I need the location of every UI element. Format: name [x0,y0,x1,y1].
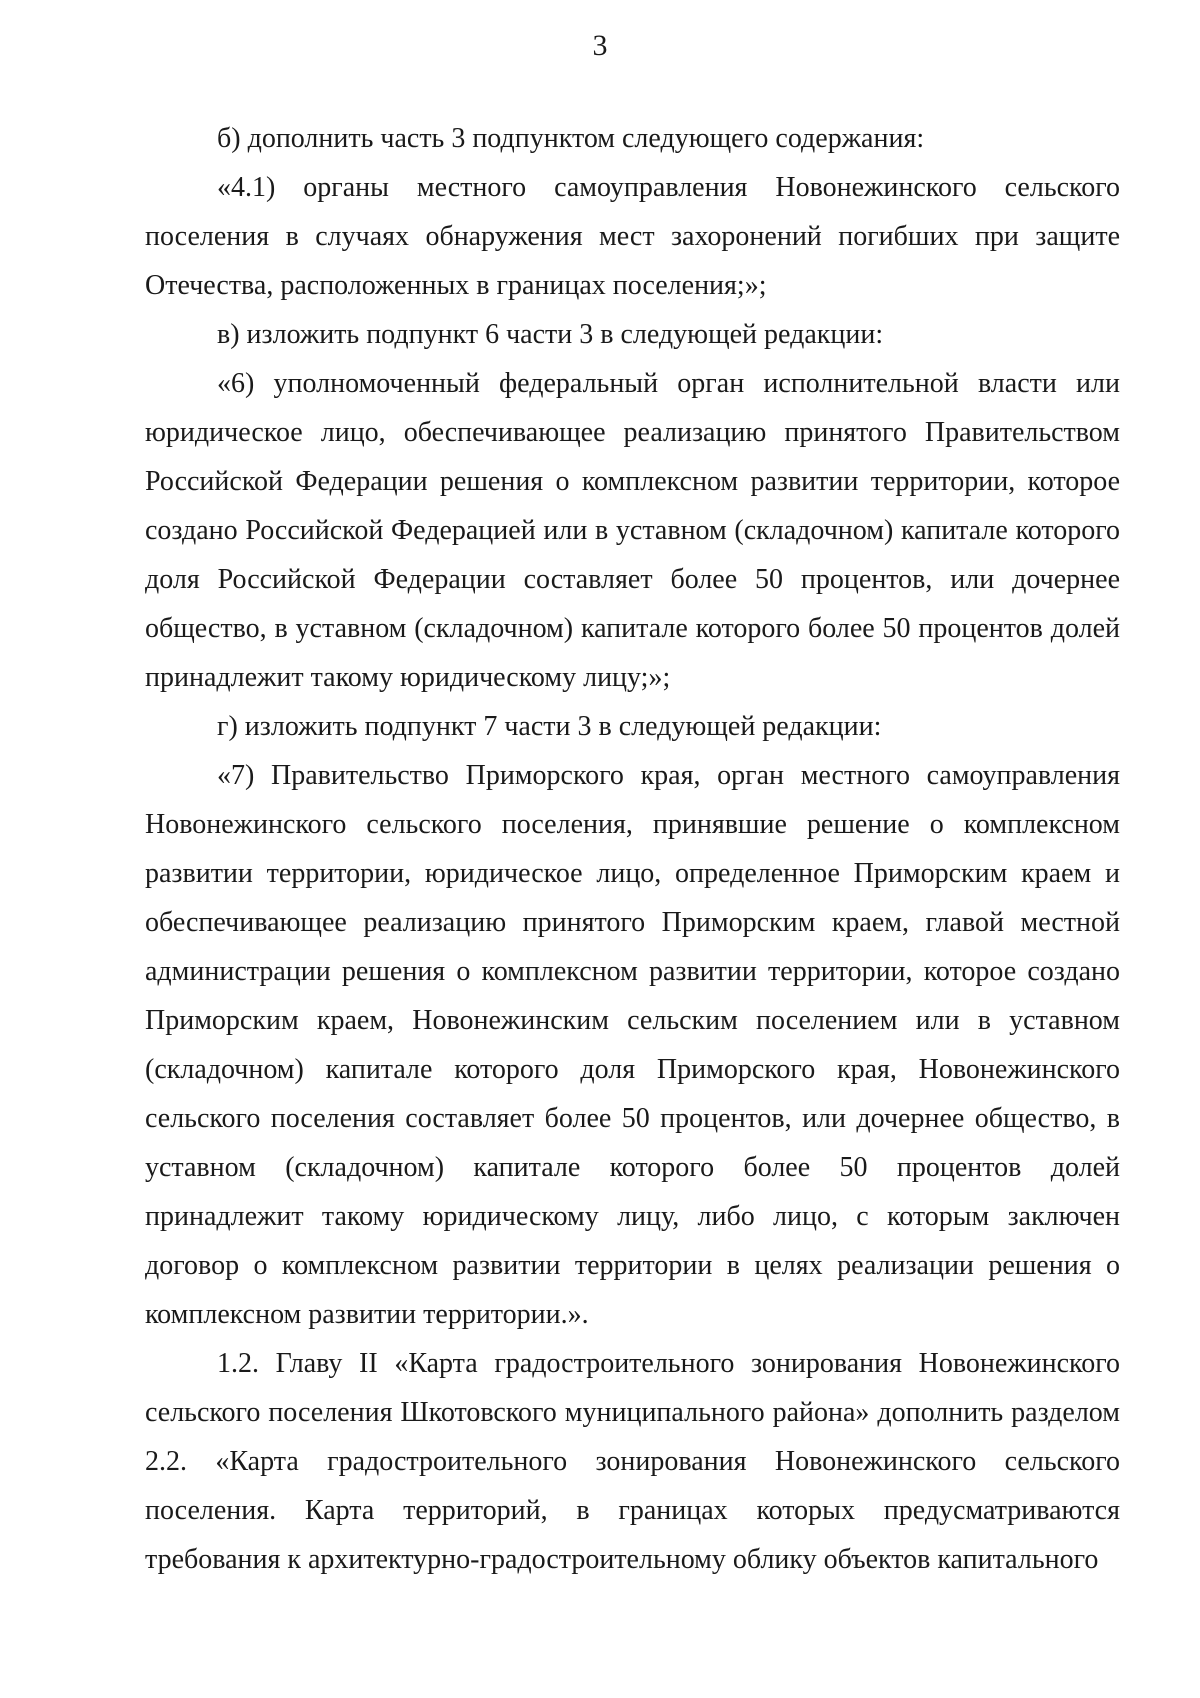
paragraph-g-intro: г) изложить подпункт 7 части 3 в следующей редакции: [217,711,882,742]
paragraph-b-intro: б) дополнить часть 3 подпунктом следующего содержания: [217,123,925,154]
document-body [145,114,1120,1584]
paragraph-1-2: 1.2. Главу II «Карта градостроительного зонирования Новонежинского сельского поселения Шкотовского муниципального района» дополнить разделом 2.2. «Карта градостроительного зонирования Новонежинского сельского поселения. Карта территорий, в границах которых предусматриваются требования к архитектурно-градостроительному облику объектов капитального [145,1348,1120,1575]
paragraph-6: «6) уполномоченный федеральный орган исполнительной власти или юридическое лицо, обеспечивающее реализацию принятого Правительством Российской Федерации решения о комплексном развитии территории, которое создано Российской Федерацией или в уставном (складочном) капитале которого доля Российской Федерации составляет более 50 процентов, или дочернее общество, в уставном (складочном) капитале которого более 50 процентов долей принадлежит такому юридическому лицу;»; [145,368,1120,693]
page-number: 3 [592,29,608,62]
paragraph-4-1: «4.1) органы местного самоуправления Новонежинского сельского поселения в случаях обнаружения мест захоронений погибших при защите Отечества, расположенных в границах поселения;»; [145,172,1120,301]
paragraph-v-intro: в) изложить подпункт 6 части 3 в следующей редакции: [217,319,884,350]
paragraph-7: «7) Правительство Приморского края, орган местного самоуправления Новонежинского сельского поселения, принявшие решение о комплексном развитии территории, юридическое лицо, определенное Приморским краем и обеспечивающее реализацию принятого Приморским краем, главой местной администрации решения о комплексном развитии территории, которое создано Приморским краем, Новонежинским сельским поселением или в уставном (складочном) капитале которого доля Приморского края, Новонежинского сельского поселения составляет более 50 процентов, или дочернее общество, в уставном (складочном) капитале которого более 50 процентов долей принадлежит такому юридическому лицу, либо лицо, с которым заключен договор о комплексном развитии территории в целях реализации решения о комплексном развитии территории.». [145,760,1120,1330]
